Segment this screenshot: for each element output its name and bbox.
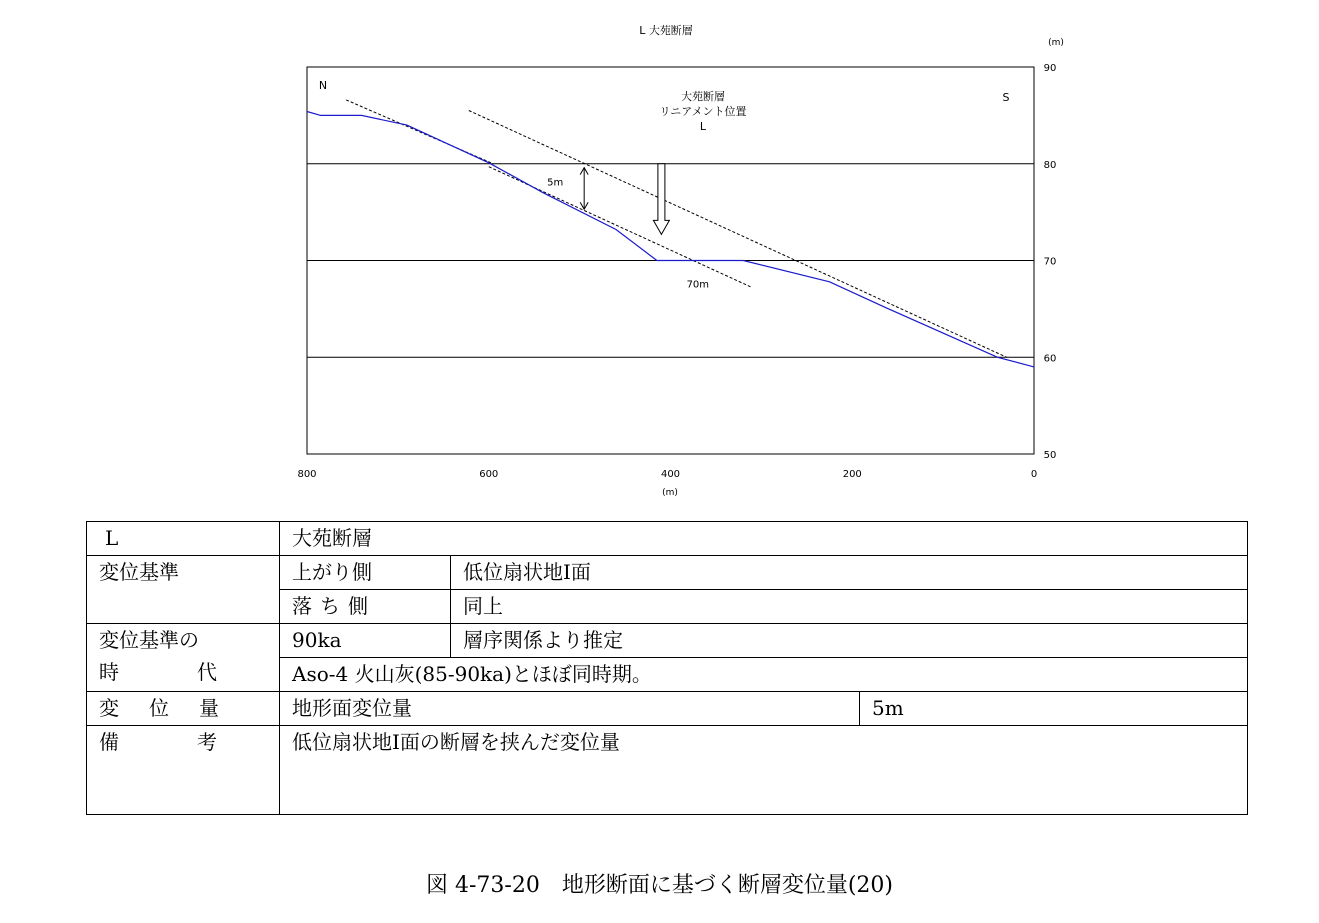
row-label-reference: 変位基準 [87, 556, 280, 624]
downthrown-side-label: 落ち側 [280, 590, 451, 624]
y-unit-label: (m) [1048, 38, 1064, 48]
remarks-cell: 低位扇状地Ⅰ面の断層を挟んだ変位量 [280, 726, 1248, 815]
x-tick-label: 200 [842, 469, 862, 480]
lineament-label-line1: 大苑断層 [681, 90, 725, 103]
row-label-displacement: 変 位 量 [87, 692, 280, 726]
north-label: N [318, 79, 328, 92]
lineament-label-line2: リニアメント位置 [659, 105, 747, 118]
table-row [87, 624, 1248, 658]
age-note-cell: Aso-4 火山灰(85-90ka)とほぼ同時期。 [280, 658, 1248, 692]
depth-70m-label: 70m [686, 279, 710, 291]
upthrown-side-label: 上がり側 [280, 556, 451, 590]
x-tick-label: 600 [479, 469, 499, 480]
dashed-reference-lines [346, 100, 1007, 357]
y-tick-label: 60 [1043, 353, 1057, 365]
age-value-cell: 90ka [280, 624, 451, 658]
table-row [87, 556, 1248, 590]
fault-info-table [86, 521, 1248, 815]
age-basis-cell: 層序関係より推定 [451, 624, 1248, 658]
south-label: S [1002, 91, 1010, 104]
x-axis-ticks [297, 469, 1037, 480]
x-tick-label: 800 [297, 469, 317, 480]
terrain-profile-line [307, 112, 1034, 367]
y-tick-label: 70 [1043, 256, 1057, 268]
reference-age-line2: 時 代 [99, 660, 217, 684]
dashed-line-3 [469, 111, 1007, 358]
terrain-profile-series [307, 112, 1034, 367]
annotation-arrows [580, 164, 669, 235]
row-label-reference-age [87, 624, 280, 692]
row-label-remarks: 備 考 [87, 726, 280, 815]
table-row [87, 726, 1248, 815]
downthrown-side-value: 同上 [451, 590, 1248, 624]
figure-caption: 図 4-73-20 地形断面に基づく断層変位量(20) [425, 873, 893, 898]
lineament-position-arrow [653, 164, 669, 235]
fault-name-cell: 大苑断層 [280, 522, 1248, 556]
y-tick-label: 90 [1043, 63, 1057, 74]
row-label-lineament-id: L [87, 522, 280, 556]
y-tick-label: 50 [1043, 450, 1057, 461]
table-row [87, 522, 1248, 556]
y-axis-ticks [1044, 63, 1057, 461]
displacement-value-cell: 5m [860, 692, 1248, 726]
chart-title: L 大苑断層 [639, 24, 693, 37]
reference-age-line1: 変位基準の [99, 628, 199, 652]
y-tick-label: 80 [1043, 159, 1057, 171]
displacement-item-cell: 地形面変位量 [280, 692, 860, 726]
displacement-label: 5m [547, 177, 564, 189]
x-tick-label: 400 [660, 469, 681, 480]
x-tick-label: 0 [1030, 469, 1038, 480]
lineament-label-line3: L [699, 120, 707, 133]
x-unit-label: (m) [662, 488, 678, 498]
upthrown-side-value: 低位扇状地Ⅰ面 [451, 556, 1248, 590]
table-row [87, 692, 1248, 726]
